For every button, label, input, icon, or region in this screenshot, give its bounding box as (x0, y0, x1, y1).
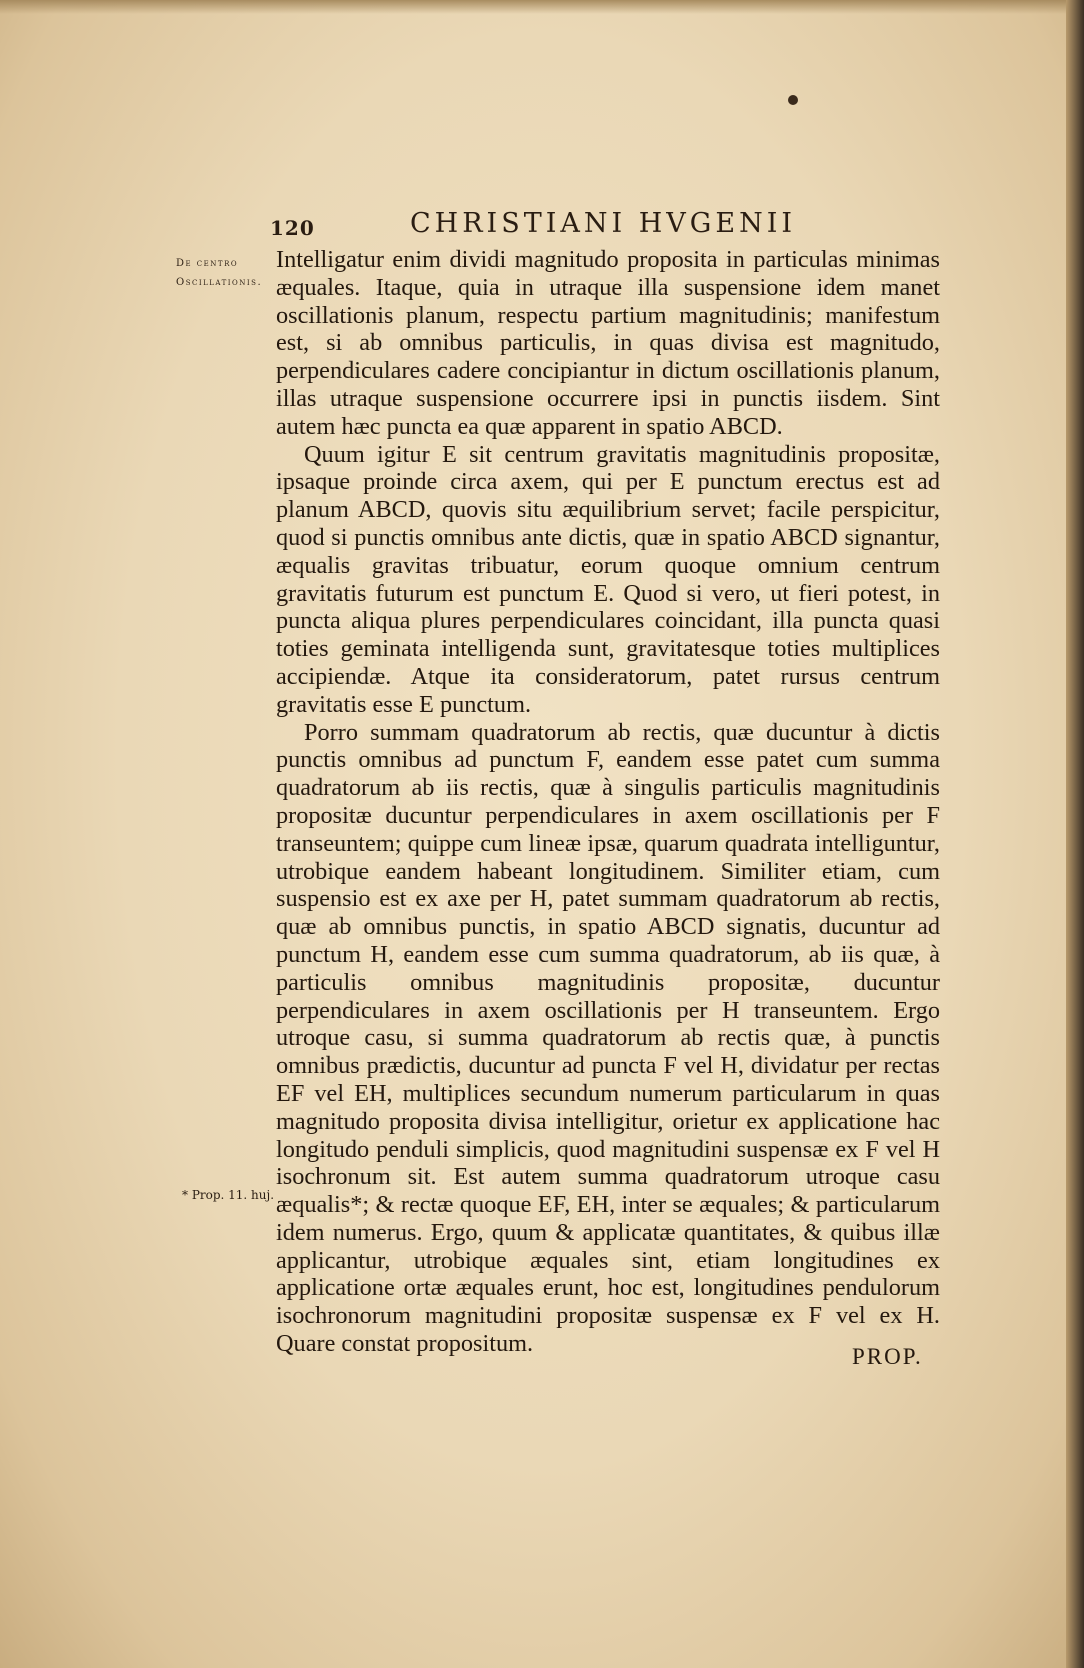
page-gutter-shadow (1066, 0, 1084, 1668)
margin-note-section: De centro Oscillationis. (176, 258, 263, 288)
paragraph-2: Quum igitur E sit centrum gravitatis magnitudinis propositæ, ipsaque proinde circa axem, qui per E punctum erectus est ad planum ABCD, quovis situ æquilibrium servet; facile perspicitur, quod si punctis omnibus ante dictis, quæ in spatio ABCD signantur, æqualis gravitas tribuatur, eorum quoque omnium centrum gravitatis futurum est punctum E. Quod si vero, ut fieri potest, in puncta aliqua plures perpendiculares coincidant, illa puncta quasi toties geminata intelligenda sunt, gravitatesque toties multiplices accipiendæ. Atque ita consideratorum, patet rursus centrum gravitatis esse E punctum. (276, 440, 940, 718)
book-title: CHRISTIANI HVGENII (410, 208, 797, 239)
catchword: PROP. (852, 1344, 923, 1369)
paragraph-1: Intelligatur enim dividi magnitudo proposita in particulas minimas æquales. Itaque, quia in utraque illa suspensione idem manet oscillationis planum, respectu partium magnitudinis; manifestum est, si ab omnibus particulis, in quas divisa est magnitudo, perpendiculares cadere concipiantur in dictum oscillationis planum, illas utraque suspensione occurrere ipsi in punctis iisdem. Sint autem hæc puncta ea quæ apparent in spatio ABCD. (276, 246, 940, 440)
margin-note-reference: * Prop. 11. huj. (182, 1188, 275, 1202)
ink-blot (788, 95, 798, 105)
page-top-shadow (0, 0, 1084, 14)
body-text (276, 246, 940, 1358)
page-number: 120 (270, 216, 315, 240)
running-head (268, 208, 888, 242)
paragraph-3: Porro summam quadratorum ab rectis, quæ ducuntur à dictis punctis omnibus ad punctum F, eandem esse patet cum summa quadratorum ab iis rectis, quæ à singulis particulis magnitudinis propositæ ducuntur perpendiculares in axem oscillationis per F transeuntem; quippe cum lineæ ipsæ, quarum quadrata intelliguntur, utrobique eandem habeant longitudinem. Similiter etiam, cum suspensio est ex axe per H, patet summam quadratorum ab rectis, quæ ab omnibus punctis, in spatio ABCD signatis, ducuntur ad punctum H, eandem esse cum summa quadratorum, ab iis quæ, à particulis omnibus magnitudinis propositæ, ducuntur perpendiculares in axem oscillationis per H transeuntem. Ergo utroque casu, si summa quadratorum ab rectis quæ, à punctis omnibus prædictis, ducuntur ad puncta F vel H, dividatur per rectas EF vel EH, multiplices secundum numerum particularum in quas magnitudo proposita divisa intelligitur, orietur ex applicatione hac longitudo penduli simplicis, quod magnitudini suspensæ ex F vel H isochronum sit. Est autem summa quadratorum utroque casu æqualis*; & rectæ quoque EF, EH, inter se æquales; & particularum idem numerus. Ergo, quum & applicatæ quantitates, & quibus illæ applicantur, utrobique æquales sint, etiam longitudines ex applicatione ortæ æquales erunt, hoc est, longitudines pendulorum isochronorum magnitudini propositæ suspensæ ex F vel ex H. Quare constat propositum. (276, 718, 940, 1358)
